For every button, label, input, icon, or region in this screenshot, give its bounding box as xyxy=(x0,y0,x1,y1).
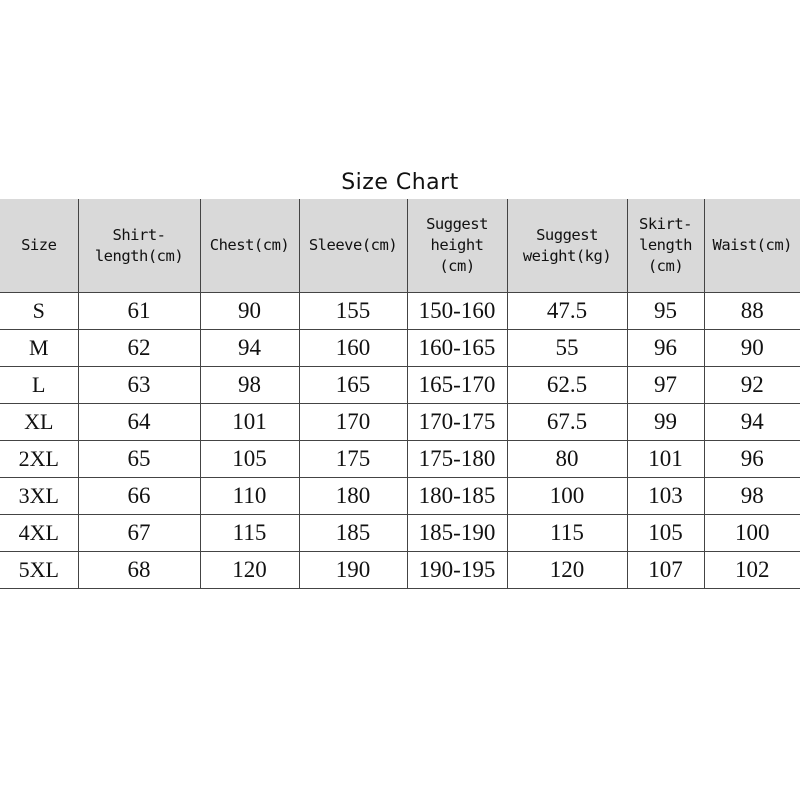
cell-skirt-length: 99 xyxy=(627,404,704,441)
cell-skirt-length: 105 xyxy=(627,515,704,552)
cell-size: S xyxy=(0,293,78,330)
cell-suggest-weight: 47.5 xyxy=(507,293,627,330)
header-chest: Chest(cm) xyxy=(200,199,299,293)
cell-size: 5XL xyxy=(0,552,78,589)
cell-chest: 120 xyxy=(200,552,299,589)
header-skirt-length: Skirt- length (cm) xyxy=(627,199,704,293)
cell-sleeve: 160 xyxy=(299,330,407,367)
header-waist: Waist(cm) xyxy=(704,199,800,293)
cell-shirt-length: 65 xyxy=(78,441,200,478)
cell-suggest-height: 170-175 xyxy=(407,404,507,441)
cell-shirt-length: 64 xyxy=(78,404,200,441)
cell-skirt-length: 97 xyxy=(627,367,704,404)
cell-shirt-length: 61 xyxy=(78,293,200,330)
cell-sleeve: 155 xyxy=(299,293,407,330)
cell-suggest-weight: 55 xyxy=(507,330,627,367)
cell-waist: 88 xyxy=(704,293,800,330)
cell-suggest-weight: 80 xyxy=(507,441,627,478)
cell-sleeve: 175 xyxy=(299,441,407,478)
header-sleeve: Sleeve(cm) xyxy=(299,199,407,293)
cell-suggest-height: 150-160 xyxy=(407,293,507,330)
table-row xyxy=(0,330,800,367)
cell-waist: 90 xyxy=(704,330,800,367)
cell-waist: 92 xyxy=(704,367,800,404)
table-row xyxy=(0,367,800,404)
cell-size: 2XL xyxy=(0,441,78,478)
table-row xyxy=(0,293,800,330)
cell-shirt-length: 67 xyxy=(78,515,200,552)
cell-skirt-length: 96 xyxy=(627,330,704,367)
cell-chest: 94 xyxy=(200,330,299,367)
cell-skirt-length: 95 xyxy=(627,293,704,330)
cell-chest: 98 xyxy=(200,367,299,404)
cell-suggest-weight: 67.5 xyxy=(507,404,627,441)
cell-shirt-length: 63 xyxy=(78,367,200,404)
cell-skirt-length: 107 xyxy=(627,552,704,589)
header-suggest-weight: Suggest weight(kg) xyxy=(507,199,627,293)
table-row xyxy=(0,404,800,441)
cell-waist: 100 xyxy=(704,515,800,552)
header-suggest-height: Suggest height (cm) xyxy=(407,199,507,293)
cell-sleeve: 170 xyxy=(299,404,407,441)
cell-suggest-height: 160-165 xyxy=(407,330,507,367)
cell-size: M xyxy=(0,330,78,367)
cell-size: 4XL xyxy=(0,515,78,552)
cell-waist: 96 xyxy=(704,441,800,478)
cell-suggest-weight: 120 xyxy=(507,552,627,589)
table-row xyxy=(0,441,800,478)
cell-chest: 110 xyxy=(200,478,299,515)
cell-suggest-height: 175-180 xyxy=(407,441,507,478)
cell-shirt-length: 66 xyxy=(78,478,200,515)
table-row xyxy=(0,552,800,589)
cell-waist: 98 xyxy=(704,478,800,515)
cell-suggest-height: 190-195 xyxy=(407,552,507,589)
cell-size: XL xyxy=(0,404,78,441)
cell-shirt-length: 68 xyxy=(78,552,200,589)
table-row xyxy=(0,515,800,552)
cell-skirt-length: 103 xyxy=(627,478,704,515)
cell-sleeve: 180 xyxy=(299,478,407,515)
cell-chest: 105 xyxy=(200,441,299,478)
cell-sleeve: 185 xyxy=(299,515,407,552)
cell-suggest-weight: 62.5 xyxy=(507,367,627,404)
cell-waist: 94 xyxy=(704,404,800,441)
cell-waist: 102 xyxy=(704,552,800,589)
header-row xyxy=(0,199,800,293)
cell-chest: 115 xyxy=(200,515,299,552)
cell-suggest-height: 185-190 xyxy=(407,515,507,552)
size-chart-table xyxy=(0,199,800,589)
cell-shirt-length: 62 xyxy=(78,330,200,367)
cell-sleeve: 165 xyxy=(299,367,407,404)
cell-suggest-height: 165-170 xyxy=(407,367,507,404)
cell-suggest-height: 180-185 xyxy=(407,478,507,515)
cell-chest: 101 xyxy=(200,404,299,441)
table-body xyxy=(0,293,800,589)
header-size: Size xyxy=(0,199,78,293)
chart-title: Size Chart xyxy=(341,170,459,195)
cell-chest: 90 xyxy=(200,293,299,330)
cell-skirt-length: 101 xyxy=(627,441,704,478)
cell-size: L xyxy=(0,367,78,404)
header-shirt-length: Shirt- length(cm) xyxy=(78,199,200,293)
cell-size: 3XL xyxy=(0,478,78,515)
cell-suggest-weight: 100 xyxy=(507,478,627,515)
table-row xyxy=(0,478,800,515)
cell-sleeve: 190 xyxy=(299,552,407,589)
cell-suggest-weight: 115 xyxy=(507,515,627,552)
